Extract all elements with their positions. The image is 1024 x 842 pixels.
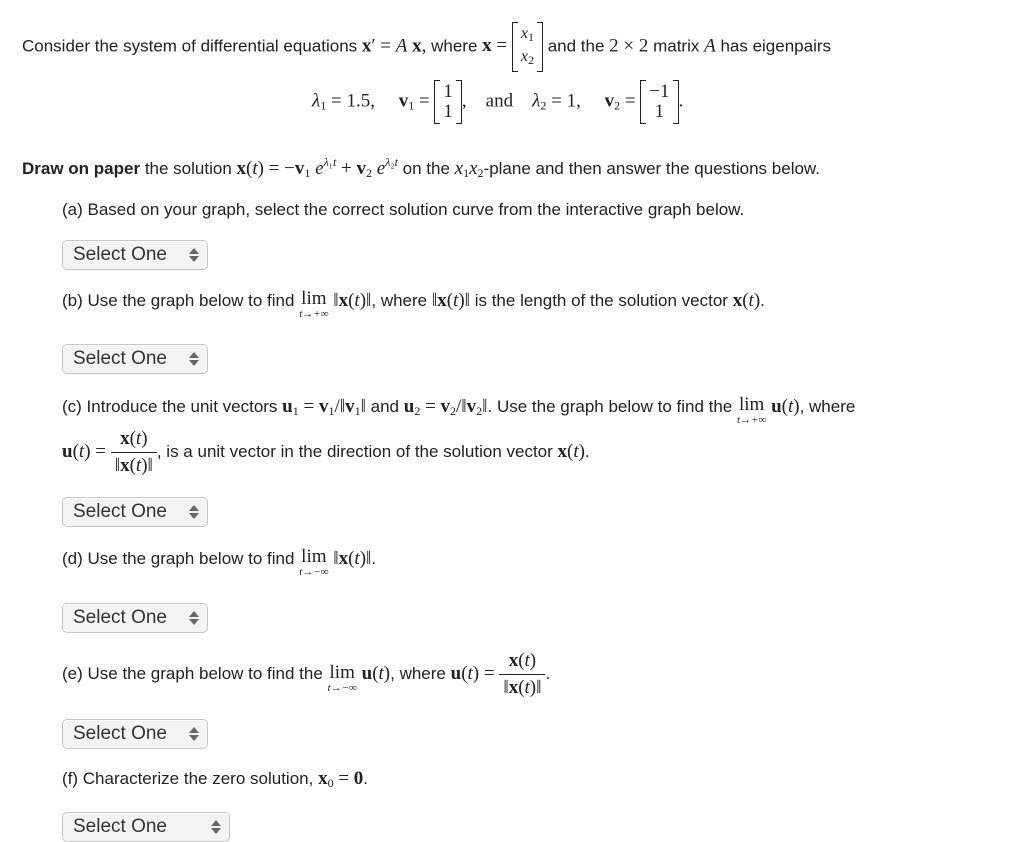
intro-text-2: and the <box>542 36 610 56</box>
select-e-value: Select One <box>73 723 167 744</box>
chevron-updown-icon <box>189 351 199 367</box>
question-b: (b) Use the graph below to find lim t→+∞ ‖x(t)‖, where ‖x(t)‖ is the length of the solution vector x(t). <box>62 288 765 320</box>
select-e[interactable] <box>62 719 208 749</box>
intro-line: Consider the system of differential equations x′ = A x, where $x = x_1$ $x_2$ and the 2 × 2 matrix A has eigenpairs <box>22 22 831 72</box>
question-c-line2: u(t) = $\frac{x(t)}{‖x(t)‖}$ , is a unit vector in the direction of the solution vector x(t). <box>62 428 590 476</box>
select-f[interactable] <box>62 812 230 842</box>
chevron-updown-icon <box>189 247 199 263</box>
instruction-text-1: the solution <box>140 159 237 178</box>
where-text: where <box>431 36 483 56</box>
chevron-updown-icon <box>211 819 221 835</box>
solution-formula: $x(t) = -v_1$ $e^{\lambda_1t} + v_2$ $e^{\lambda_2t}$ <box>236 155 398 180</box>
instruction-text-3: -plane and then answer the questions below. <box>483 159 820 178</box>
chevron-updown-icon <box>189 504 199 520</box>
question-e: (e) Use the graph below to find the lim t→−∞ u(t), where u(t) = $\frac{x(t)}{‖x(t)‖}$ . <box>62 650 551 698</box>
instruction-text-2: on the <box>397 159 455 178</box>
limit-b: lim t→+∞ <box>299 288 329 320</box>
question-c: (c) Introduce the unit vectors $u_1$ = $v_1/‖v_1‖$ and $u_2$ = $v_2/‖v_2‖$. Use the graph below to find the lim t→+∞ u(t), where <box>62 394 856 426</box>
question-a: (a) Based on your graph, select the correct solution curve from the interactive graph below. <box>62 200 745 219</box>
v1-vector: 1 1 <box>434 80 462 124</box>
select-b-value: Select One <box>73 348 167 369</box>
limit-e: lim t→−∞ <box>327 662 357 694</box>
instruction-bold: Draw on paper <box>22 159 141 178</box>
select-d[interactable] <box>62 603 208 633</box>
lambda2-value: 1 <box>566 90 577 112</box>
instruction: Draw on paper the solution $x(t) = -v_1$ $e^{\lambda_1t} + v_2$ $e^{\lambda_2t}$ on the $x_1x_2$-plane and then answer the questions below. <box>22 155 820 180</box>
select-a-value: Select One <box>73 244 167 265</box>
lambda1-value: 1.5 <box>346 90 371 112</box>
intro-text-1: Consider the system of differential equations <box>22 36 362 56</box>
x-vector: $x = x_1$ $x_2$ <box>482 35 543 56</box>
and-word: and <box>485 90 514 112</box>
eigenpairs: $\lambda_1 = 1.5$, $v_1 = 1$ 1, and $\lambda_2 = 1$, $v_2 = -1$ 1. <box>312 81 684 122</box>
select-b[interactable] <box>62 344 208 374</box>
system-equation: x′ = A x, <box>361 35 432 57</box>
select-d-value: Select One <box>73 607 167 628</box>
select-c[interactable] <box>62 497 208 527</box>
select-c-value: Select One <box>73 501 167 522</box>
intro-text-4: has eigenpairs <box>715 36 832 56</box>
chevron-updown-icon <box>189 610 199 626</box>
intro-text-3: matrix <box>648 36 705 56</box>
question-f: (f) Characterize the zero solution, $x_0 = 0$. <box>62 768 369 790</box>
select-a[interactable] <box>62 240 208 270</box>
v2-vector: −1 1 <box>640 80 678 124</box>
limit-d: lim t→−∞ <box>299 546 329 578</box>
matrix-dims: 2 × 2 <box>609 35 649 57</box>
select-f-value: Select One <box>73 816 167 837</box>
chevron-updown-icon <box>189 726 199 742</box>
question-d: (d) Use the graph below to find lim t→−∞ ‖x(t)‖. <box>62 546 377 578</box>
limit-c: lim t→+∞ <box>737 394 767 426</box>
